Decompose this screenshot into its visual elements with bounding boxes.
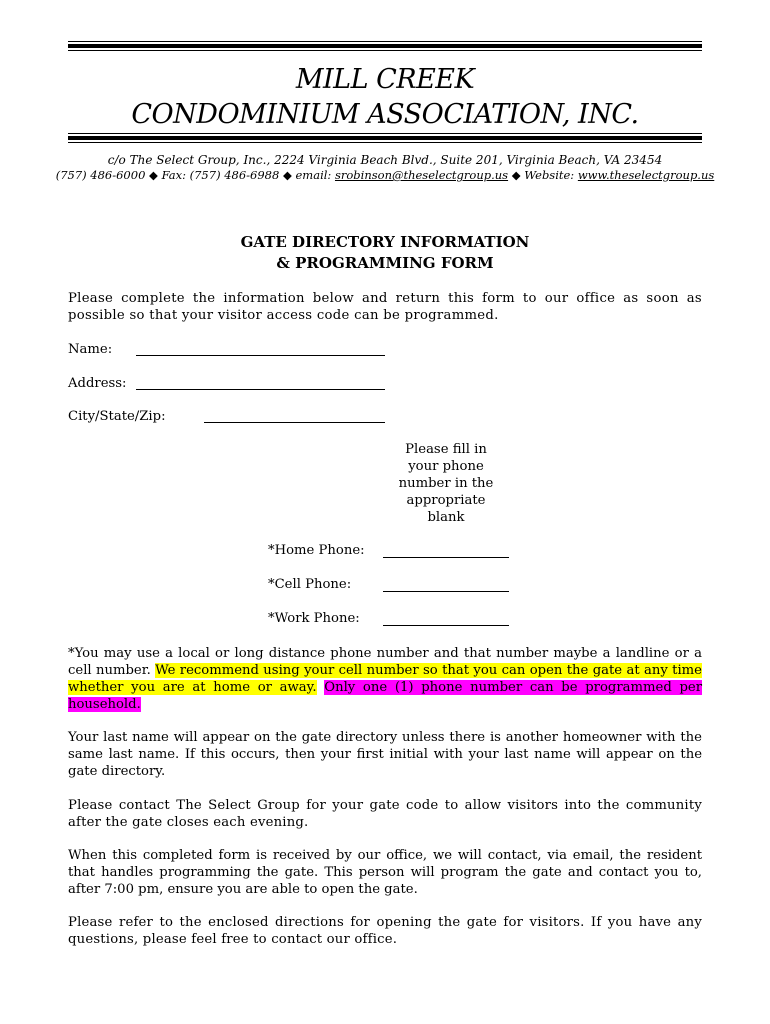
name-blank[interactable] — [136, 355, 385, 356]
phone-footnote — [68, 645, 702, 713]
form-title-line1: GATE DIRECTORY INFORMATION — [240, 233, 530, 251]
home-phone-blank[interactable] — [383, 557, 509, 558]
website-link[interactable]: www.theselectgroup.us — [577, 168, 715, 182]
form-title-line2: & PROGRAMMING FORM — [276, 254, 494, 272]
top-rule-thick — [68, 44, 702, 48]
contact-select-group-paragraph: Please contact The Select Group for your gate code to allow visitors into the community after the gate closes each evening. — [68, 798, 702, 830]
website-label: Website: — [524, 168, 575, 182]
email-link[interactable]: srobinson@theselectgroup.us — [334, 168, 509, 182]
address-blank[interactable] — [136, 389, 385, 390]
bottom-rule-thin-lower — [68, 142, 702, 143]
intro-paragraph: Please complete the information below and return this form to our office as soon as possible so that your visitor access code can be programmed. — [68, 291, 702, 323]
bottom-rule-thick — [68, 136, 702, 140]
top-rule-thin-lower — [68, 50, 702, 51]
footnote-yellow-highlight: We recommend using your cell number so that you can open the gate at any time whether you are at home or away. — [68, 663, 702, 695]
cell-phone-label: *Cell Phone: — [268, 577, 352, 592]
association-name-line2: CONDOMINIUM ASSOCIATION, INC. — [131, 99, 639, 130]
home-phone-label: *Home Phone: — [268, 543, 365, 558]
last-name-paragraph: Your last name will appear on the gate directory unless there is another homeowner with the same last name. If this occurs, then your first initial with your last name will appear on the gate directory. — [68, 730, 702, 779]
name-label: Name: — [68, 342, 113, 357]
city-state-zip-label: City/State/Zip: — [68, 409, 166, 424]
phone-instruction-note: Please fill in your phone number in the appropriate blank — [398, 442, 494, 525]
work-phone-label: *Work Phone: — [268, 611, 360, 626]
cell-phone-blank[interactable] — [383, 591, 509, 592]
work-phone-blank[interactable] — [383, 625, 509, 626]
footnote-magenta-highlight: Only one (1) phone number can be programmed per household. — [68, 680, 703, 712]
phone-number: (757) 486-6000 — [55, 168, 146, 182]
management-address: c/o The Select Group, Inc., 2224 Virginia Beach Blvd., Suite 201, Virginia Beach, VA 23454 — [107, 153, 663, 167]
bottom-rule-thin — [68, 133, 702, 134]
email-label: email: — [295, 168, 332, 182]
contact-line — [0, 167, 770, 183]
footnote-text: *You may use a local or long distance phone number and that number maybe a landline or a cell number. — [68, 646, 702, 678]
association-name-line1: MILL CREEK — [295, 64, 475, 95]
top-rule-thin — [68, 41, 702, 42]
separator-diamond-icon: ◆ — [511, 168, 521, 182]
form-received-paragraph: When this completed form is received by our office, we will contact, via email, the resident that handles programming the gate. This person will program the gate and contact you to, after 7:00 pm, ensure you are able to open the gate. — [68, 848, 702, 897]
address-label: Address: — [68, 376, 127, 391]
separator-diamond-icon: ◆ — [149, 168, 158, 182]
fax-number: Fax: (757) 486-6988 — [161, 168, 280, 182]
separator-diamond-icon: ◆ — [282, 168, 292, 182]
directions-paragraph: Please refer to the enclosed directions for opening the gate for visitors. If you have any questions, please feel free to contact our office. — [68, 915, 702, 947]
city-state-zip-blank[interactable] — [204, 422, 385, 423]
